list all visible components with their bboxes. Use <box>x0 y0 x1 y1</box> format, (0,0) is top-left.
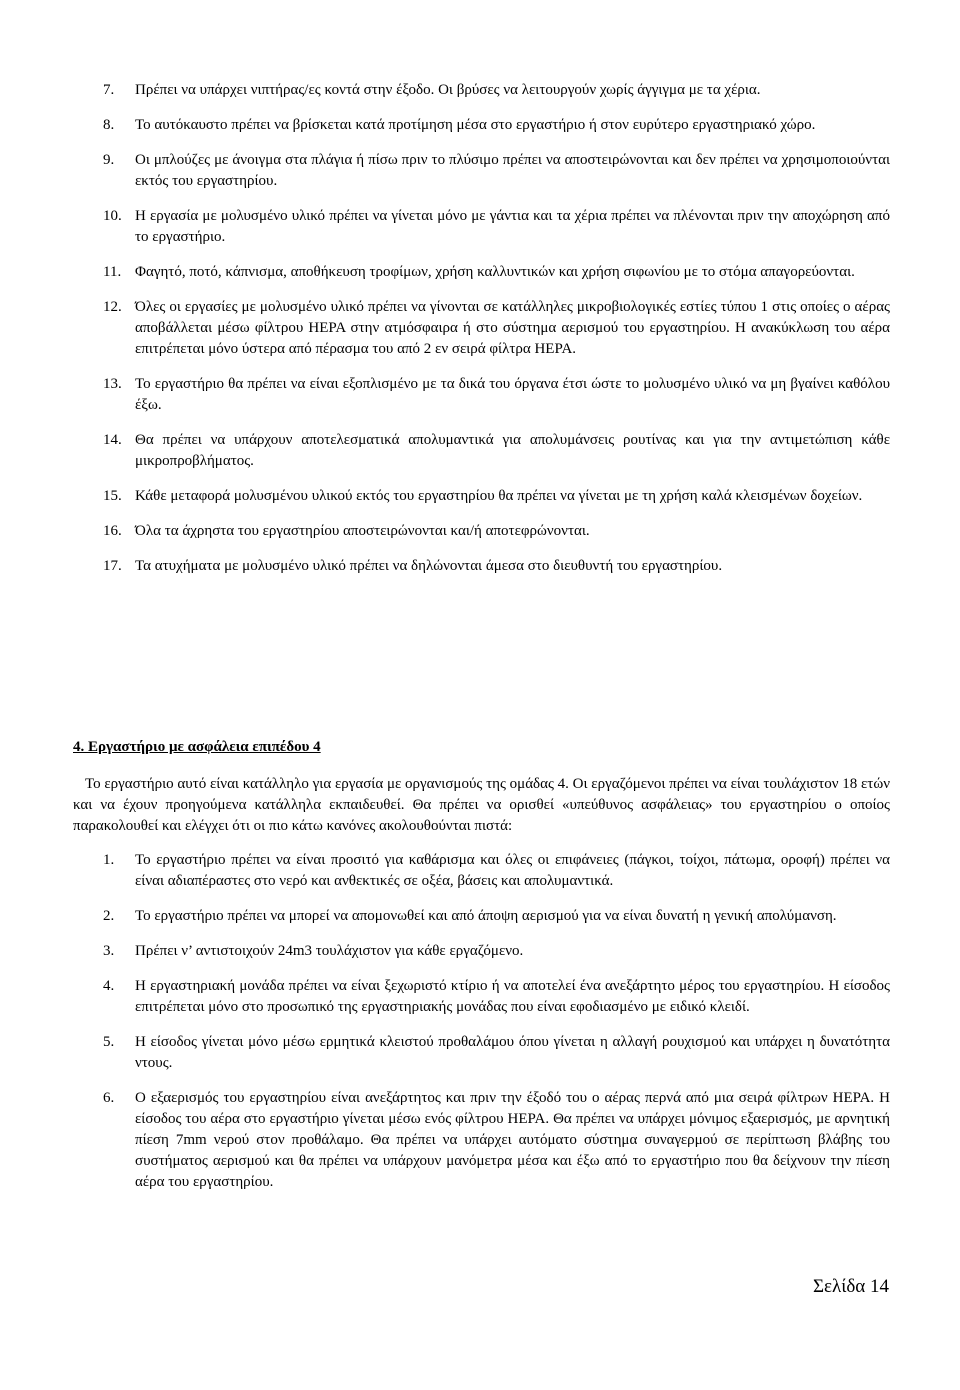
item-text: Όλα τα άχρηστα του εργαστηρίου αποστειρώνονται και/ή αποτεφρώνονται. <box>135 523 590 539</box>
item-number: 10. <box>103 208 122 224</box>
list-item <box>0 374 890 416</box>
item-number: 2. <box>103 908 115 924</box>
list-item <box>0 150 890 192</box>
item-text: Το εργαστήριο πρέπει να είναι προσιτό για καθάρισμα και όλες οι επιφάνειες (πάγκοι, τοίχοι, πάτωμα, οροφή) πρέπει να είναι αδιαπέραστες στο νερό και ανθεκτικές σε οξέα, βάσεις και απολυμαντικά. <box>135 852 890 889</box>
rules-list-level3 <box>0 80 960 591</box>
item-text: Τα ατυχήματα με μολυσμένο υλικό πρέπει να δηλώνονται άμεσα στο διευθυντή του εργαστηρίου. <box>135 558 723 574</box>
item-text: Όλες οι εργασίες με μολυσμένο υλικό πρέπει να γίνονται σε κατάλληλες μικροβιολογικές εστίες τύπου 1 στις οποίες ο αέρας αποβάλλεται μέσω φίλτρου HEPA στην ατμόσφαιρα ή στο σύστημα αερισμού του εργαστηρίου. Η ανακύκλωση του αέρα επιτρέπεται μόνο ύστερα από πέρασμα του από 2 εν σειρά φίλτρα HEPA. <box>135 299 890 357</box>
item-number: 9. <box>103 152 115 168</box>
rules-list-level4 <box>0 850 960 1207</box>
item-text: Το εργαστήριο θα πρέπει να είναι εξοπλισμένο με τα δικά του όργανα έτσι ώστε το μολυσμένο υλικό να μη βγαίνει καθόλου έξω. <box>135 376 890 413</box>
list-item <box>0 430 890 472</box>
section-heading: 4. Εργαστήριο με ασφάλεια επιπέδου 4 <box>73 739 321 755</box>
item-number: 8. <box>103 117 115 133</box>
item-text: Ο εξαερισμός του εργαστηρίου είναι ανεξάρτητος και πριν την έξοδό του ο αέρας περνά από μια σειρά φίλτρων HEPA. Η είσοδος του αέρα στο εργαστήριο γίνεται μέσω ενός φίλτρου HEPA. Θα πρέπει να υπάρχει μόνιμος εξαερισμός, με αρνητική πίεση 7mm νερού στον προθάλαμο. Θα πρέπει να υπάρχει αυτόματο σύστημα συναγερμού σε περίπτωση βλάβης του συστήματος αερισμού και θα πρέπει να υπάρχουν μανόμετρα μέσα και έξω από το εργαστήριο που θα δείχνουν την πίεση αέρα του εργαστηρίου. <box>135 1090 890 1190</box>
item-number: 16. <box>103 523 122 539</box>
list-item <box>0 80 890 101</box>
list-item <box>0 206 890 248</box>
list-item <box>0 115 890 136</box>
item-text: Πρέπει ν’ αντιστοιχούν 24m3 τουλάχιστον για κάθε εργαζόμενο. <box>135 943 524 959</box>
item-number: 1. <box>103 852 115 868</box>
item-number: 6. <box>103 1090 115 1106</box>
item-text: Πρέπει να υπάρχει νιπτήρας/ες κοντά στην έξοδο. Οι βρύσες να λειτουργούν χωρίς άγγιγμα με τα χέρια. <box>135 82 761 98</box>
page-number: Σελίδα 14 <box>812 1276 889 1297</box>
item-text: Κάθε μεταφορά μολυσμένου υλικού εκτός του εργαστηρίου θα πρέπει να γίνεται με τη χρήση καλά κλεισμένων δοχείων. <box>135 488 863 504</box>
item-number: 11. <box>103 264 122 280</box>
item-number: 4. <box>103 978 115 994</box>
list-item <box>0 906 890 927</box>
list-item <box>0 1088 890 1193</box>
item-number: 17. <box>103 558 122 574</box>
list-item <box>0 976 890 1018</box>
item-number: 7. <box>103 82 115 98</box>
item-number: 14. <box>103 432 122 448</box>
item-text: Η εργαστηριακή μονάδα πρέπει να είναι ξεχωριστό κτίριο ή να αποτελεί ένα ανεξάρτητο μέρος του εργαστηρίου. Η είσοδος επιτρέπεται μόνο στο προσωπικό της εργαστηριακής μονάδας που είναι εφοδιασμένο με ειδικό κλειδί. <box>135 978 890 1015</box>
item-number: 12. <box>103 299 122 315</box>
list-item <box>0 941 890 962</box>
item-number: 13. <box>103 376 122 392</box>
section-intro: Το εργαστήριο αυτό είναι κατάλληλο για εργασία με οργανισμούς της ομάδας 4. Οι εργαζόμενοι πρέπει να είναι τουλάχιστον 18 ετών και να έχουν προηγούμενα κατάλληλα εκπαιδευθεί. Θα πρέπει να ορισθεί «υπεύθυνος ασφάλειας» του εργαστηρίου ο οποίος παρακολουθεί και ελέγχει ότι οι πιο κάτω κανόνες ακολουθούνται πιστά: <box>73 776 890 834</box>
item-text: Η εργασία με μολυσμένο υλικό πρέπει να γίνεται μόνο με γάντια και τα χέρια πρέπει να πλένονται πριν την αποχώρηση από το εργαστήριο. <box>135 208 890 245</box>
item-text: Η είσοδος γίνεται μόνο μέσω ερμητικά κλειστού προθαλάμου όπου γίνεται η αλλαγή ρουχισμού και υπάρχει η δυνατότητα ντους. <box>135 1034 890 1071</box>
item-text: Το αυτόκαυστο πρέπει να βρίσκεται κατά προτίμηση μέσα στο εργαστήριο ή στον ευρύτερο εργαστηριακό χώρο. <box>135 117 816 133</box>
item-text: Φαγητό, ποτό, κάπνισμα, αποθήκευση τροφίμων, χρήση καλλυντικών και χρήση σιφωνίου με το στόμα απαγορεύονται. <box>135 264 855 280</box>
item-text: Θα πρέπει να υπάρχουν αποτελεσματικά απολυμαντικά για απολυμάνσεις ρουτίνας και για την αντιμετώπιση κάθε μικροπροβλήματος. <box>135 432 890 469</box>
list-item <box>0 850 890 892</box>
list-item <box>0 1032 890 1074</box>
list-item <box>0 556 890 577</box>
item-number: 3. <box>103 943 115 959</box>
item-text: Το εργαστήριο πρέπει να μπορεί να απομονωθεί και από άποψη αερισμού για να είναι δυνατή η γενική απολύμανση. <box>135 908 837 924</box>
list-item <box>0 262 890 283</box>
list-item <box>0 486 890 507</box>
item-number: 5. <box>103 1034 115 1050</box>
list-item <box>0 297 890 360</box>
item-number: 15. <box>103 488 122 504</box>
list-item <box>0 521 890 542</box>
item-text: Οι μπλούζες με άνοιγμα στα πλάγια ή πίσω πριν το πλύσιμο πρέπει να αποστειρώνονται και δεν πρέπει να χρησιμοποιούνται εκτός του εργαστηρίου. <box>135 152 890 189</box>
